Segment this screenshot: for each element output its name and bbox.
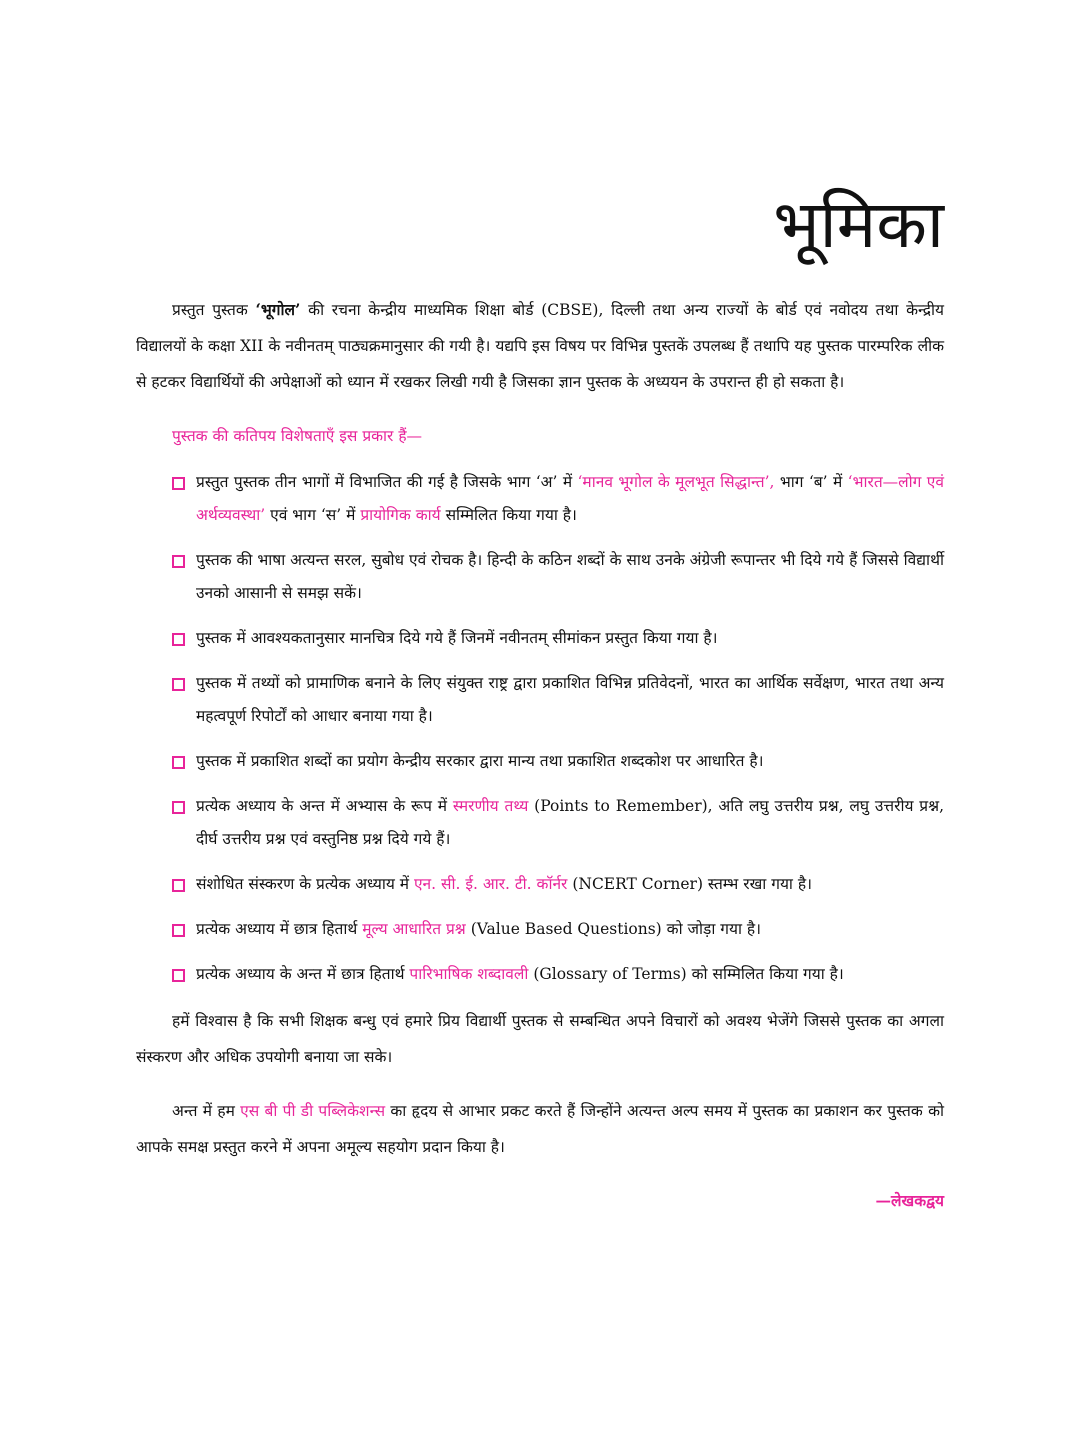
highlight-text: पारिभाषिक शब्दावली [409, 965, 529, 983]
page-title: भूमिका [773, 186, 944, 263]
highlight-text: ‘भारत—लोग एवं अर्थव्यवस्था’ [196, 473, 944, 524]
thanks-paragraph [136, 1093, 944, 1165]
preface-body [136, 292, 944, 1219]
highlight-text: प्रायोगिक कार्य [360, 506, 441, 524]
feature-text: पुस्तक की भाषा अत्यन्त सरल, सुबोध एवं रोचक है। हिन्दी के कठिन शब्दों के साथ उनके अंग्रेजी रूपान्तर भी दिये गये हैं जिससे विद्यार्थी उनको आसानी से समझ सकें। [196, 551, 944, 602]
checkbox-bullet-icon [172, 879, 185, 892]
author-signoff: —लेखकद्वय [875, 1191, 944, 1210]
list-item [136, 868, 944, 901]
highlight-text: मूल्य आधारित प्रश्न [362, 920, 466, 938]
checkbox-bullet-icon [172, 924, 185, 937]
feature-text: सम्मिलित किया गया है। [440, 506, 577, 524]
feature-text: प्रत्येक अध्याय के अन्त में अभ्यास के रूप में [196, 797, 453, 815]
feature-text: प्रस्तुत पुस्तक तीन भागों में विभाजित की गई है जिसके भाग ‘अ’ में [196, 473, 578, 491]
list-item [136, 466, 944, 532]
checkbox-bullet-icon [172, 969, 185, 982]
feature-text: पुस्तक में प्रकाशित शब्दों का प्रयोग केन्द्रीय सरकार द्वारा मान्य तथा प्रकाशित शब्दकोश पर आधारित है। [196, 752, 764, 770]
highlight-text: एन. सी. ई. आर. टी. कॉर्नर [413, 875, 568, 893]
list-item [136, 622, 944, 655]
list-item [136, 958, 944, 991]
feature-text: एवं भाग ‘स’ में [265, 506, 361, 524]
thanks-text: का हृदय से आभार प्रकट करते हैं जिन्होंने अत्यन्त अल्प समय में पुस्तक का प्रकाशन कर पुस्तक को आपके समक्ष प्रस्तुत करने में अपना अमूल्य सहयोग प्रदान किया है। [136, 1102, 944, 1156]
feature-text: संशोधित संस्करण के प्रत्येक अध्याय में [196, 875, 414, 893]
publisher-name: एस बी पी डी पब्लिकेशन्स [240, 1102, 386, 1120]
book-title: ‘भूगोल’ [255, 300, 301, 319]
checkbox-bullet-icon [172, 555, 185, 568]
list-item [136, 745, 944, 778]
feature-text: (Value Based Questions) को जोड़ा गया है। [465, 920, 762, 938]
features-heading: पुस्तक की कतिपय विशेषताएँ इस प्रकार हैं— [172, 427, 423, 445]
list-item [136, 544, 944, 610]
checkbox-bullet-icon [172, 756, 185, 769]
intro-text-start: प्रस्तुत पुस्तक [172, 301, 256, 319]
feature-text: पुस्तक में आवश्यकतानुसार मानचित्र दिये गये हैं जिनमें नवीनतम् सीमांकन प्रस्तुत किया गया है। [196, 629, 718, 647]
checkbox-bullet-icon [172, 633, 185, 646]
intro-text-rest: की रचना केन्द्रीय माध्यमिक शिक्षा बोर्ड (CBSE), दिल्ली तथा अन्य राज्यों के बोर्ड एवं नवोदय तथा केन्द्रीय विद्यालयों के कक्षा XII के नवीनतम् पाठ्यक्रमानुसार की गयी है। यद्यपि इस विषय पर विभिन्न पुस्तकें उपलब्ध हैं तथापि यह पुस्तक पारम्परिक लीक से हटकर विद्यार्थियों की अपेक्षाओं को ध्यान में रखकर लिखी गयी है जिसका ज्ञान पुस्तक के अध्ययन के उपरान्त ही हो सकता है। [136, 301, 944, 391]
highlight-text: स्मरणीय तथ्य [452, 797, 529, 815]
intro-paragraph [136, 292, 944, 400]
feature-text: (Glossary of Terms) को सम्मिलित किया गया है। [528, 965, 844, 983]
thanks-text: अन्त में हम [172, 1102, 241, 1120]
trust-paragraph: हमें विश्वास है कि सभी शिक्षक बन्धु एवं हमारे प्रिय विद्यार्थी पुस्तक से सम्बन्धित अपने विचारों को अवश्य भेजेंगे जिससे पुस्तक का अगला संस्करण और अधिक उपयोगी बनाया जा सके। [136, 1012, 944, 1066]
checkbox-bullet-icon [172, 477, 185, 490]
features-list [136, 466, 944, 991]
feature-text: पुस्तक में तथ्यों को प्रामाणिक बनाने के लिए संयुक्त राष्ट्र द्वारा प्रकाशित विभिन्न प्रतिवेदनों, भारत का आर्थिक सर्वेक्षण, भारत तथा अन्य महत्वपूर्ण रिपोर्टों को आधार बनाया गया है। [196, 674, 944, 725]
checkbox-bullet-icon [172, 801, 185, 814]
list-item [136, 790, 944, 856]
feature-text: (Points to Remember), अति लघु उत्तरीय प्रश्न, लघु उत्तरीय प्रश्न, दीर्घ उत्तरीय प्रश्न एवं वस्तुनिष्ठ प्रश्न दिये गये हैं। [196, 797, 944, 848]
feature-text: (NCERT Corner) स्तम्भ रखा गया है। [567, 875, 812, 893]
list-item [136, 667, 944, 733]
list-item [136, 913, 944, 946]
highlight-text: ‘मानव भूगोल के मूलभूत सिद्धान्त’, [577, 473, 775, 491]
feature-text: प्रत्येक अध्याय में छात्र हितार्थ [196, 920, 363, 938]
feature-text: भाग ‘ब’ में [774, 473, 848, 491]
checkbox-bullet-icon [172, 678, 185, 691]
feature-text: प्रत्येक अध्याय के अन्त में छात्र हितार्थ [196, 965, 410, 983]
